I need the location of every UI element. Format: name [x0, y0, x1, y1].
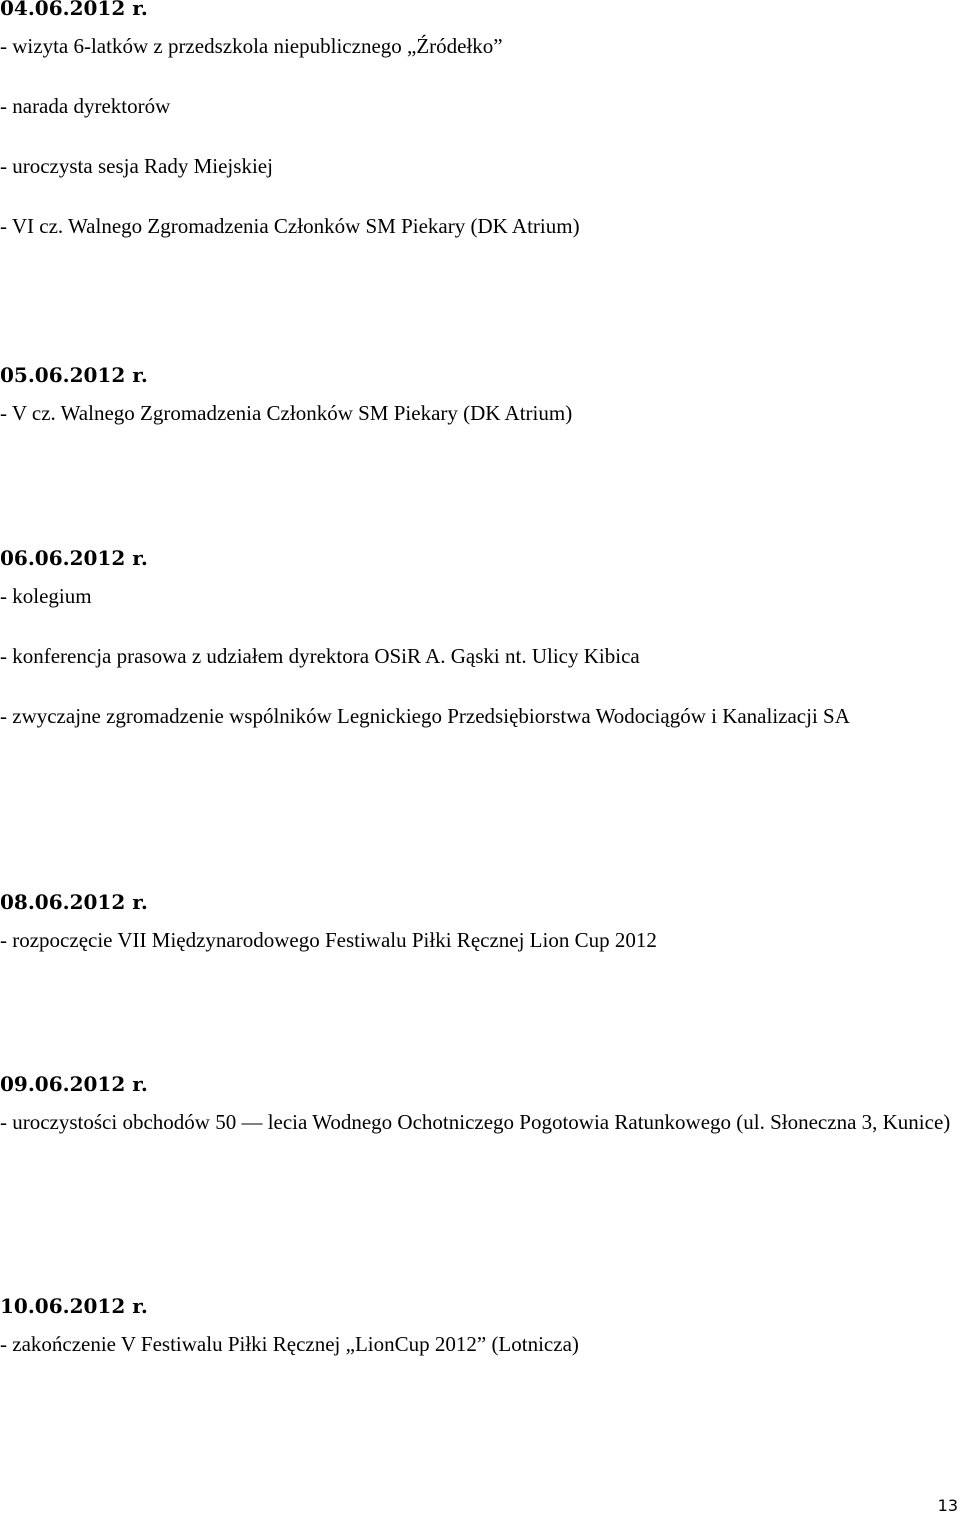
- entry-items: [0, 576, 960, 736]
- entry-date: 10.06.2012 r.: [0, 1294, 148, 1318]
- list-item: - VI cz. Walnego Zgromadzenia Członków SM Piekary (DK Atrium): [0, 214, 580, 238]
- list-item: - konferencja prasowa z udziałem dyrektora OSiR A. Gąski nt. Ulicy Kibica: [0, 644, 640, 668]
- entry-date: 05.06.2012 r.: [0, 363, 148, 387]
- entry-08-06: [0, 888, 960, 960]
- entry-04-06: [0, 0, 960, 246]
- entry-items: [0, 920, 960, 960]
- list-item: - narada dyrektorów: [0, 94, 171, 118]
- entry-date: 09.06.2012 r.: [0, 1072, 148, 1096]
- list-item: - wizyta 6-latków z przedszkola niepublicznego „Źródełko”: [0, 34, 503, 58]
- list-item: - zakończenie V Festiwalu Piłki Ręcznej „LionCup 2012” (Lotnicza): [0, 1332, 579, 1356]
- list-item: - kolegium: [0, 584, 92, 608]
- list-item: - uroczysta sesja Rady Miejskiej: [0, 154, 273, 178]
- entry-items: [0, 393, 960, 433]
- list-item: - rozpoczęcie VII Międzynarodowego Festiwalu Piłki Ręcznej Lion Cup 2012: [0, 928, 657, 952]
- list-item: - uroczystości obchodów 50 — lecia Wodnego Ochotniczego Pogotowia Ratunkowego (ul. Słoneczna 3, Kunice): [0, 1110, 951, 1134]
- page-number: 13: [937, 1496, 958, 1515]
- list-item: - V cz. Walnego Zgromadzenia Członków SM Piekary (DK Atrium): [0, 401, 573, 425]
- list-item: - zwyczajne zgromadzenie wspólników Legnickiego Przedsiębiorstwa Wodociągów i Kanalizacji SA: [0, 704, 850, 728]
- entry-date: 06.06.2012 r.: [0, 546, 148, 570]
- entry-10-06: [0, 1292, 960, 1364]
- entry-06-06: [0, 544, 960, 736]
- entry-items: [0, 26, 960, 246]
- entry-date: 04.06.2012 r.: [0, 0, 148, 20]
- entry-05-06: [0, 361, 960, 433]
- entry-09-06: [0, 1070, 960, 1142]
- entry-items: [0, 1102, 960, 1142]
- entry-date: 08.06.2012 r.: [0, 890, 148, 914]
- entry-items: [0, 1324, 960, 1364]
